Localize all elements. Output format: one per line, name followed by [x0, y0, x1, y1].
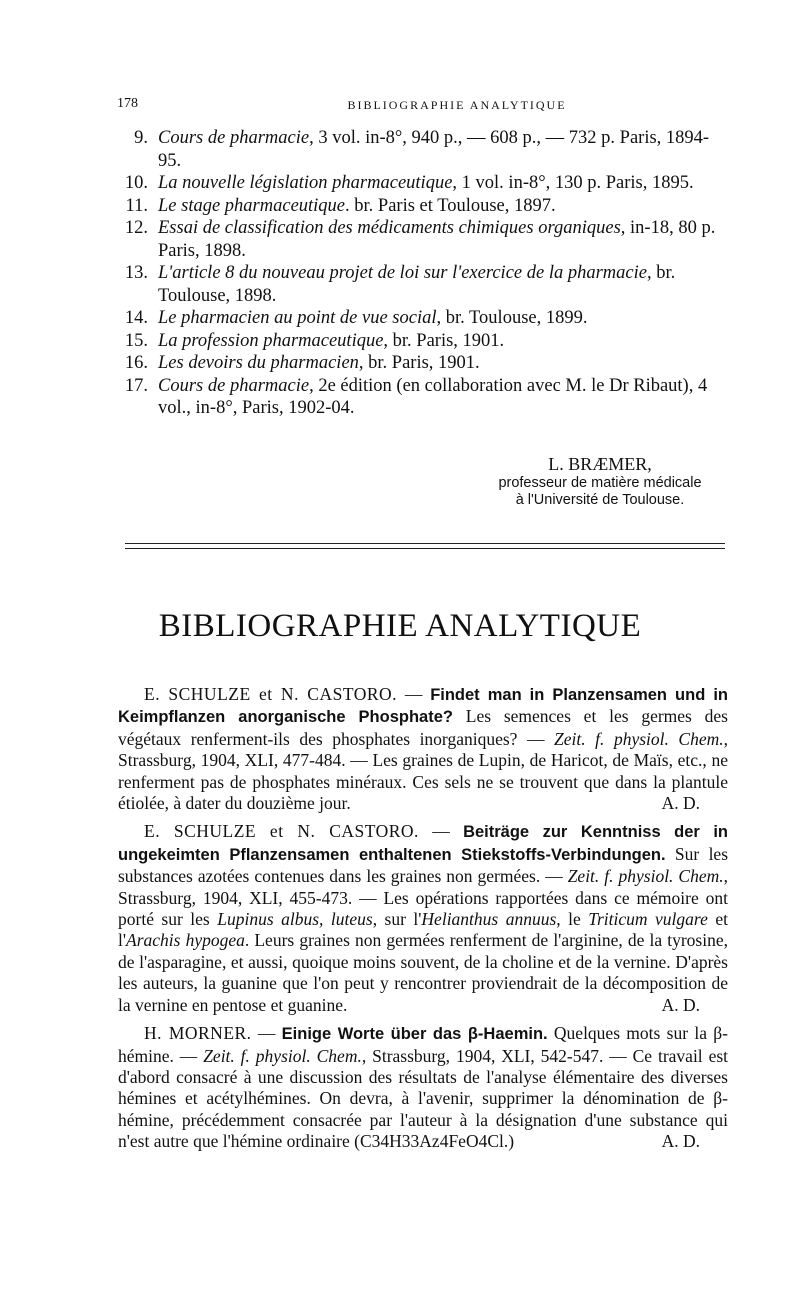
reviewer-initials: A. D. [661, 1131, 700, 1152]
section-title: BIBLIOGRAPHIE ANALYTIQUE [158, 608, 642, 644]
bibliography-entry: 12. Essai de classification des médicaments chimiques organiques, in-18, 80 p. Paris, 1898. [124, 218, 716, 261]
signature-affiliation: professeur de matière médicale [498, 475, 702, 491]
bibliography-entry: 17. Cours de pharmacie, 2e édition (en collaboration avec M. le Dr Ribaut), 4 vol., in-8°, Paris, 1902-04. [124, 375, 708, 418]
abstracts-list [118, 684, 728, 1160]
signature-block [470, 453, 730, 509]
bibliography-entry: 13. L'article 8 du nouveau projet de loi sur l'exercice de la pharmacie, br. Toulouse, 1898. [124, 263, 676, 306]
section-divider [125, 543, 725, 544]
signature-affiliation: à l'Université de Toulouse. [515, 492, 685, 508]
bibliography-entry: 14. Le pharmacien au point de vue social, br. Toulouse, 1899. [124, 308, 588, 328]
bibliography-entry: 10. La nouvelle législation pharmaceutique, 1 vol. in-8°, 130 p. Paris, 1895. [124, 173, 694, 193]
journal-name: Zeit. f. physiol. Chem. [554, 728, 724, 749]
bibliography-entry: 16. Les devoirs du pharmacien, br. Paris, 1901. [124, 353, 480, 373]
article-title: Einige Worte über das β-Haemin. [281, 1025, 548, 1044]
article-authors: E. SCHULZE et N. CASTORO. [144, 821, 419, 842]
running-title: BIBLIOGRAPHIE ANALYTIQUE [347, 98, 567, 112]
article-authors: E. SCHULZE et N. CASTORO. [144, 684, 398, 704]
abstract-entry: E. SCHULZE et N. CASTORO. — Beiträge zur Kenntniss der in ungekeimten Pflanzensamen enthaltenen Stiekstoffs-Verbindungen. Sur les substances azotées contenues dans les graines non germées. — Zeit. f. physiol. Chem., Strassburg, 1904, XLI, 455-473. — Les opérations rapportées dans ce mémoire ont porté sur les Lupinus albus, luteus, sur l'Helianthus annuus, le Triticum vulgare et l'Arachis hypogea. Leurs graines non germées renferment de l'arginine, de la tyrosine, de l'asparagine, et aussi, quoique moins souvent, de la choline et de la vernine. D'après les auteurs, la guanine que l'on peut y rencontrer proviendrait de la décomposition de la vernine en pentose et guanine. A. D. [118, 821, 729, 1015]
article-title: Beiträge zur Kenntniss der in ungekeimten Pflanzensamen enthaltenen Stiekstoffs-Verbindungen. [118, 823, 729, 864]
abstract-entry: E. SCHULZE et N. CASTORO. — Findet man in Planzensamen und in Keimpflanzen anorganische Phosphate? Les semences et les germes des végétaux renferment-ils des phosphates inorganiques? — Zeit. f. physiol. Chem., Strassburg, 1904, XLI, 477-484. — Les graines de Lupin, de Haricot, de Maïs, etc., ne renferment pas de phosphates minéraux. Ces sels ne se trouvent que dans la plantule étiolée, à dater du douzième jour. A. D. [118, 684, 728, 814]
bibliography-list [118, 127, 728, 420]
journal-name: Zeit. f. physiol. Chem. [567, 866, 724, 887]
reviewer-initials: A. D. [661, 994, 700, 1015]
abstract-entry: H. MORNER. — Einige Worte über das β-Haemin. Quelques mots sur la β-hémine. — Zeit. f. physiol. Chem., Strassburg, 1904, XLI, 542-547. — Ce travail est d'abord consacré à une discussion des résultats de l'analyse élémentaire des diverses hémines et acétylhémines. On devra, à l'avenir, supprimer la dénomination de β-hémine, précédemment consacrée par l'auteur à la désignation d'une substance qui n'est autre que l'hémine ordinaire (C34H33Az4FeO4Cl.) A. D. [118, 1023, 729, 1152]
bibliography-entry: 15. La profession pharmaceutique, br. Paris, 1901. [124, 330, 505, 351]
page-header [117, 96, 707, 116]
page-number: 178 [117, 96, 138, 111]
bibliography-entry: 11. Le stage pharmaceutique. br. Paris et Toulouse, 1897. [125, 195, 556, 216]
journal-name: Zeit. f. physiol. Chem. [203, 1045, 362, 1066]
article-title: Findet man in Planzensamen und in Keimpflanzen anorganische Phosphate? [118, 686, 728, 727]
article-authors: H. MORNER. [144, 1023, 252, 1044]
section-divider [125, 548, 725, 549]
bibliography-entry: 9. Cours de pharmacie, 3 vol. in-8°, 940 p., — 608 p., — 732 p. Paris, 1894-95. [134, 128, 710, 171]
signature-name: L. BRÆMER, [548, 454, 652, 474]
reviewer-initials: A. D. [661, 793, 700, 814]
